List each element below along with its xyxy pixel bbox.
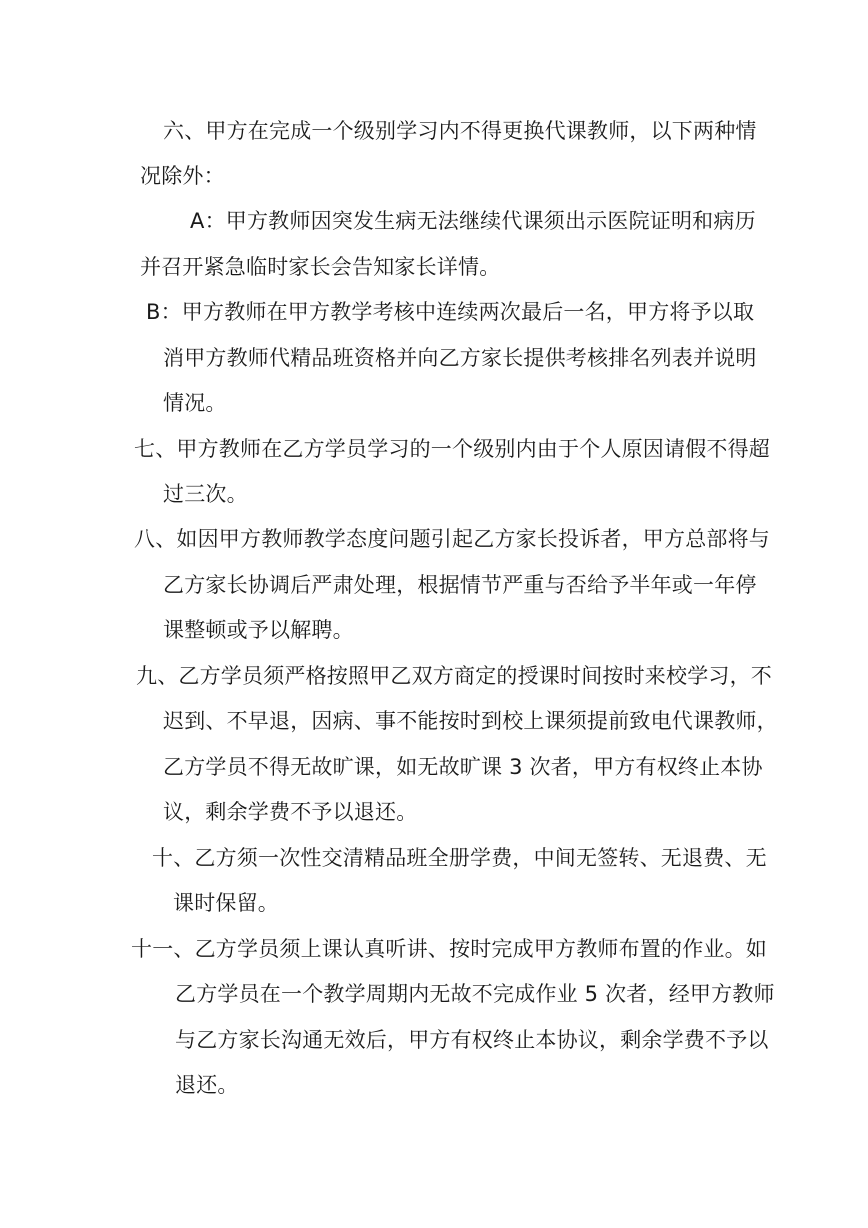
text-line: 退还。 bbox=[175, 1073, 239, 1097]
text-line: 并召开紧急临时家长会告知家长详情。 bbox=[140, 255, 501, 279]
text-line: 议，剩余学费不予以退还。 bbox=[163, 800, 418, 824]
text-line: 七、甲方教师在乙方学员学习的一个级别内由于个人原因请假不得超 bbox=[134, 437, 770, 461]
text-line: 六、甲方在完成一个级别学习内不得更换代课教师，以下两种情 bbox=[163, 119, 757, 143]
text-line: 消甲方教师代精品班资格并向乙方家长提供考核排名列表并说明 bbox=[163, 346, 757, 370]
text-line: 乙方学员不得无故旷课，如无故旷课 3 次者，甲方有权终止本协 bbox=[163, 755, 763, 779]
text-line: 十一、乙方学员须上课认真听讲、按时完成甲方教师布置的作业。如 bbox=[131, 937, 767, 961]
text-line: B：甲方教师在甲方教学考核中连续两次最后一名，甲方将予以取 bbox=[146, 300, 755, 324]
text-line: 九、乙方学员须严格按照甲乙双方商定的授课时间按时来校学习，不 bbox=[136, 664, 772, 688]
text-line: 情况。 bbox=[163, 391, 227, 415]
text-line: 课时保留。 bbox=[173, 891, 279, 915]
text-line: 乙方学员在一个教学周期内无故不完成作业 5 次者，经甲方教师 bbox=[175, 982, 775, 1006]
text-line: 况除外： bbox=[140, 164, 225, 188]
text-line: 与乙方家长沟通无效后，甲方有权终止本协议，剩余学费不予以 bbox=[175, 1028, 769, 1052]
text-line: 过三次。 bbox=[163, 482, 248, 506]
text-line: 十、乙方须一次性交清精品班全册学费，中间无签转、无退费、无 bbox=[152, 846, 767, 870]
text-line: 乙方家长协调后严肃处理，根据情节严重与否给予半年或一年停 bbox=[163, 573, 757, 597]
text-line: 课整顿或予以解聘。 bbox=[163, 618, 354, 642]
text-line: 迟到、不早退，因病、事不能按时到校上课须提前致电代课教师， bbox=[163, 709, 778, 733]
text-line: A：甲方教师因突发生病无法继续代课须出示医院证明和病历 bbox=[190, 209, 756, 233]
text-line: 八、如因甲方教师教学态度问题引起乙方家长投诉者，甲方总部将与 bbox=[134, 527, 770, 551]
